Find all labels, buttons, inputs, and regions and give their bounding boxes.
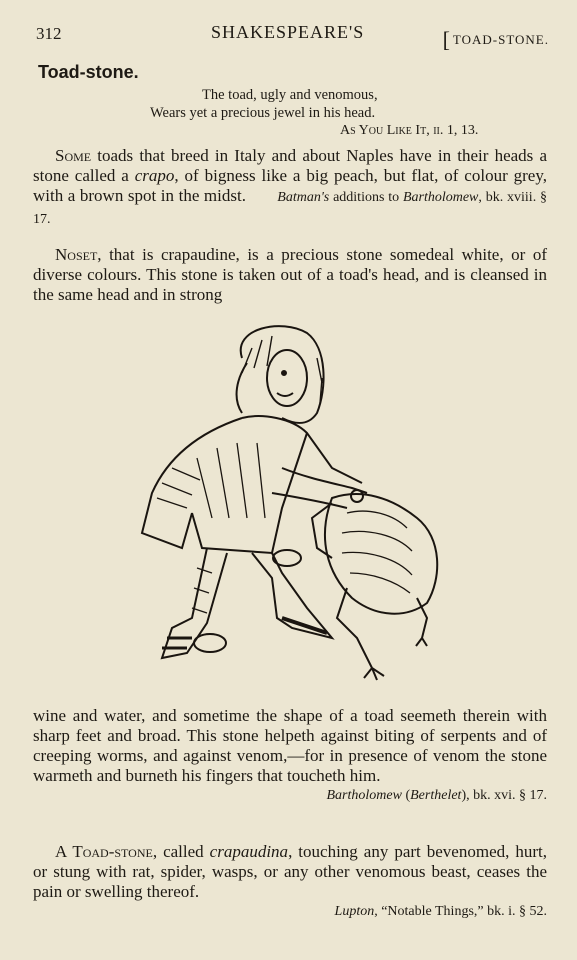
entry-title: Toad-stone. — [38, 62, 139, 82]
paragraph-toad-stone — [33, 842, 547, 922]
bracket-glyph: [ — [442, 27, 451, 52]
text-run: A — [55, 842, 73, 861]
citation — [33, 902, 547, 922]
lead-word: Noset — [55, 245, 98, 264]
page-header — [36, 22, 549, 52]
text-run: , that is crapaudine, is a precious stone somedeal white, or of diverse colours. This stone is taken out of a toad's head, and is cleansed in the same head and in strong — [33, 245, 547, 304]
running-title: SHAKESPEARE'S — [211, 22, 365, 42]
lead-word: Some — [55, 146, 92, 165]
citation-editor: Berthelet — [410, 788, 462, 803]
paragraph-noset-top — [33, 245, 547, 305]
paragraph-text — [33, 146, 547, 230]
paragraph-text — [33, 245, 547, 305]
citation-author: Lupton — [334, 904, 375, 919]
term-crapaudina: crapaudina — [209, 842, 289, 861]
paragraph-text — [33, 842, 547, 902]
text-run: , of bigness like a big peach, but flat, of colour grey, with a brown spot in the midst. — [33, 166, 547, 205]
epigraph-line-1: The toad, ugly and venomous, — [202, 87, 378, 103]
woodcut-man-toad-icon — [132, 318, 442, 698]
epigraph-source: As You Like It, ii. 1, 13. — [340, 123, 479, 138]
paragraph-crapo — [33, 146, 547, 230]
citation — [33, 786, 547, 806]
paragraph-noset-bottom — [33, 706, 547, 806]
text-run: toads that breed in Italy and about Naples have in their heads a stone called a — [33, 146, 547, 185]
citation-text: ( — [401, 788, 411, 803]
page-number: 312 — [36, 24, 62, 43]
citation-work: Bartholomew — [402, 190, 479, 205]
citation-text: additions to — [329, 190, 403, 205]
woodcut-illustration — [132, 318, 442, 698]
text-run: , called — [152, 842, 210, 861]
citation-author: Batman's — [277, 190, 330, 205]
epigraph-line-2: Wears yet a precious jewel in his head. — [150, 105, 376, 121]
citation-text: ), bk. xvi. § 17. — [461, 788, 547, 803]
lead-word: Toad-stone — [72, 842, 153, 861]
paragraph-text: wine and water, and sometime the shape of a toad seemeth therein with sharp feet and broad. This stone helpeth against biting of serpents and of creeping worms, and against venom,—for in presence of venom the stone warmeth and burneth his fingers that toucheth him. — [33, 706, 547, 785]
citation-text: , bk. xviii. § 17. — [33, 190, 548, 227]
section-heading — [443, 24, 549, 50]
text-run: , touching any part bevenomed, hurt, or stung with rat, spider, wasps, or any other venomous beast, ceases the pain or swelling thereof. — [33, 842, 547, 901]
epigraph — [150, 86, 478, 140]
section-label: TOAD-STONE. — [452, 32, 549, 47]
citation-work: Bartholomew — [326, 788, 402, 803]
citation-text: , “Notable Things,” bk. i. § 52. — [374, 904, 547, 919]
term-crapo: crapo — [134, 166, 175, 185]
